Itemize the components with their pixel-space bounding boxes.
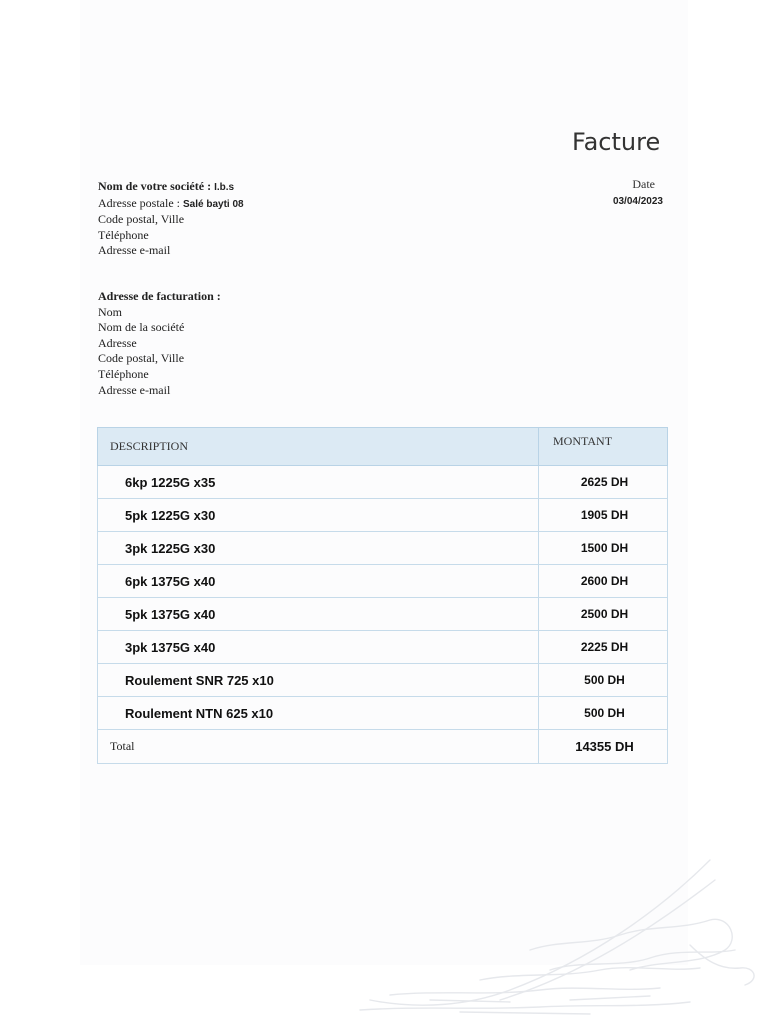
table-row [98,631,668,664]
table-row [98,499,668,532]
sender-address-line [98,196,244,213]
billing-name: Nom [98,304,122,319]
row-amount: 2500 DH [539,598,668,631]
row-description: 3pk 1225G x30 [98,532,539,565]
billing-postal-city: Code postal, Ville [98,351,185,366]
row-amount: 2225 DH [539,631,668,664]
date-value: 03/04/2023 [612,196,663,207]
invoice-title: Facture [572,128,661,156]
date-label: Date [632,177,655,191]
row-amount: 2600 DH [539,565,668,598]
total-label: Total [98,730,539,764]
items-table [97,427,668,764]
billing-address: Adresse [98,335,137,350]
sender-company-line [98,179,244,196]
table-row [98,565,668,598]
table-row [98,466,668,499]
total-row [98,730,668,764]
sender-phone: Téléphone [98,227,149,242]
sender-address-value: Salé bayti 08 [182,198,244,210]
table-header-row [98,428,668,466]
billing-block [98,289,221,398]
signature-scribble [330,850,768,1024]
row-description: Roulement NTN 625 x10 [98,697,539,730]
billing-company: Nom de la société [98,320,185,335]
row-amount: 500 DH [539,664,668,697]
row-description: 3pk 1375G x40 [98,631,539,664]
row-amount: 1905 DH [539,499,668,532]
row-description: 5pk 1225G x30 [98,499,539,532]
sender-email: Adresse e-mail [98,243,171,258]
sender-block [98,179,244,259]
row-description: 6kp 1225G x35 [98,466,539,499]
billing-email: Adresse e-mail [98,382,171,397]
billing-heading: Adresse de facturation : [98,289,221,303]
table-row [98,697,668,730]
row-description: 6pk 1375G x40 [98,565,539,598]
sender-company-label: Nom de votre société : [98,179,212,193]
table-row [98,598,668,631]
table-row [98,664,668,697]
sender-postal-city: Code postal, Ville [98,212,185,227]
row-amount: 500 DH [539,697,668,730]
billing-phone: Téléphone [98,366,149,381]
row-amount: 1500 DH [539,532,668,565]
row-description: 5pk 1375G x40 [98,598,539,631]
total-value: 14355 DH [539,730,668,764]
sender-address-label: Adresse postale : [98,195,180,210]
sender-company-value: I.b.s [214,182,235,193]
row-amount: 2625 DH [539,466,668,499]
row-description: Roulement SNR 725 x10 [98,664,539,697]
table-row [98,532,668,565]
header-amount: MONTANT [539,428,668,466]
header-description: DESCRIPTION [98,428,539,466]
